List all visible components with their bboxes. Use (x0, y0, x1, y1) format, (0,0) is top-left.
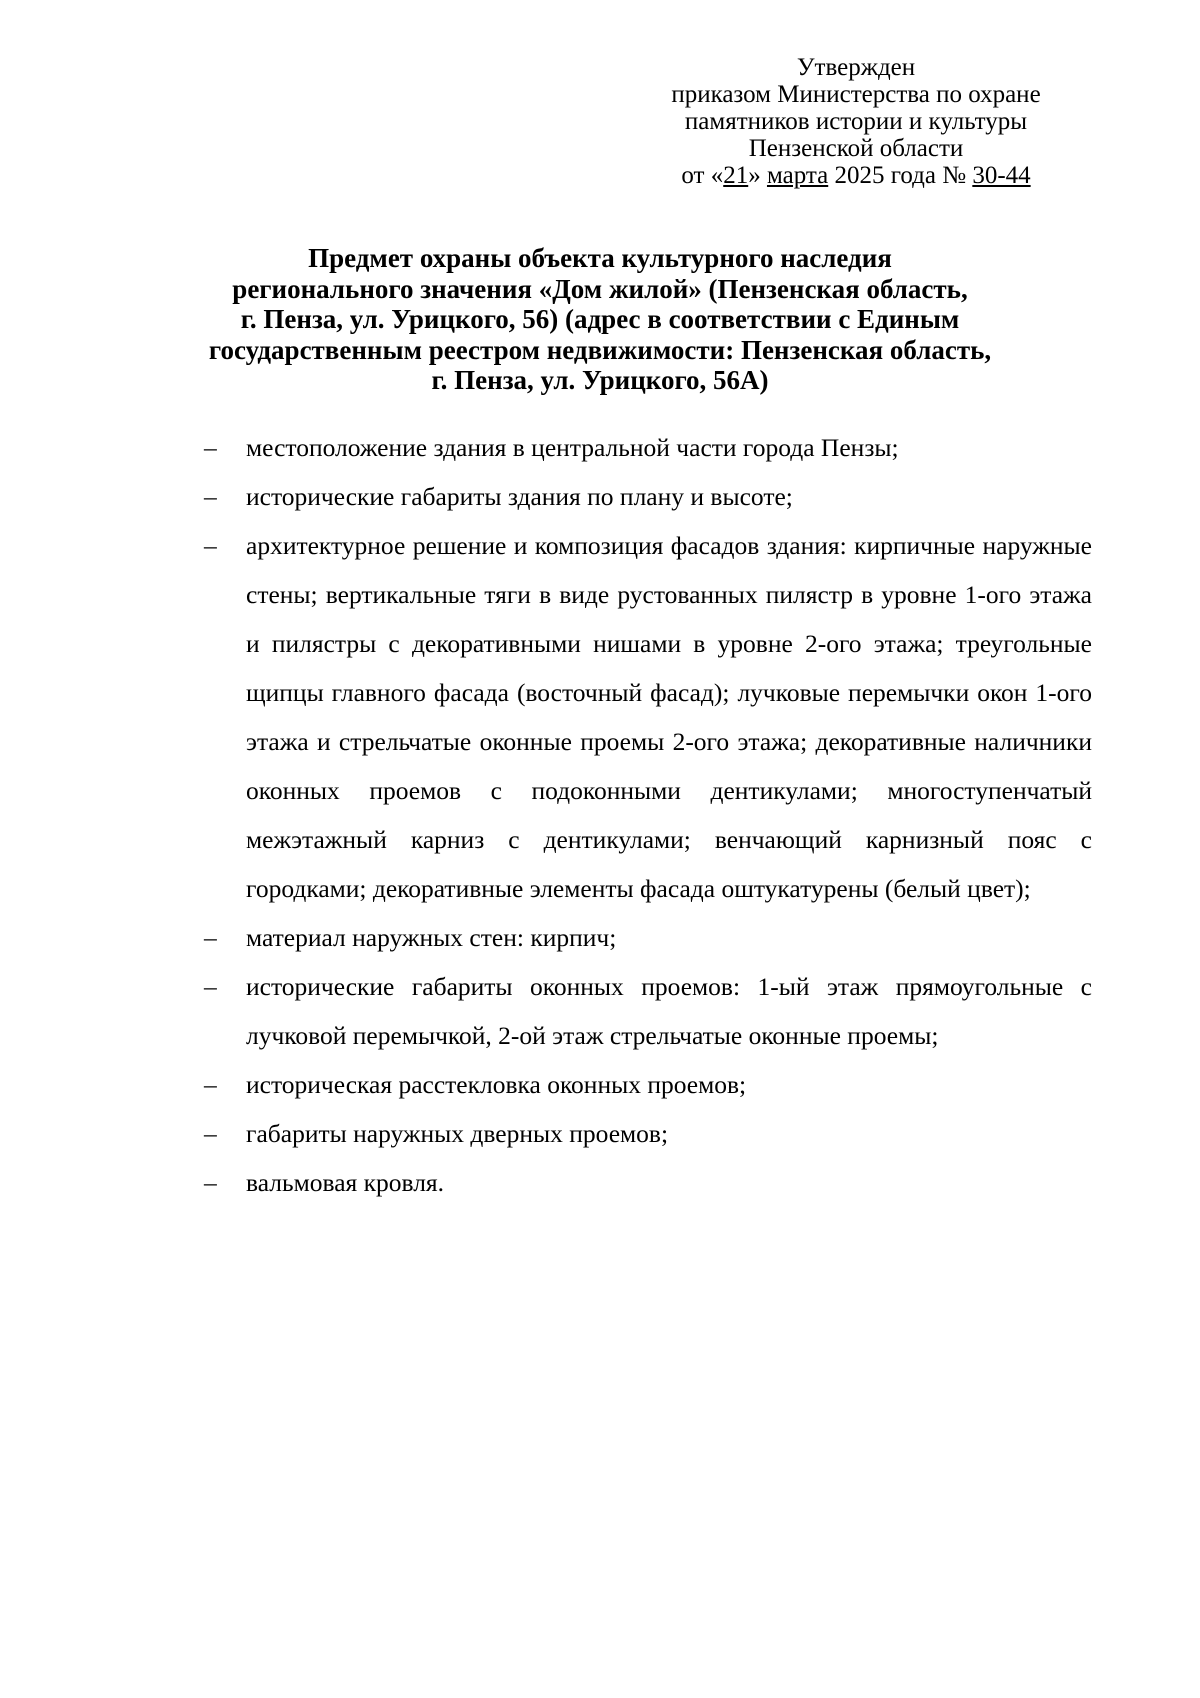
date-day: 21 (723, 162, 749, 189)
date-year: 2025 года № (828, 162, 973, 189)
date-separator: » (748, 162, 767, 189)
title-line: государственным реестром недвижимости: Пензенская область, (208, 334, 992, 365)
approval-date-line (616, 162, 1096, 189)
list-item-text: местоположение здания в центральной части города Пензы; (246, 433, 899, 462)
list-item (204, 962, 1092, 1060)
document-title (160, 243, 1040, 396)
list-item (204, 1060, 1092, 1109)
bullet-dash: – (204, 531, 217, 560)
bullet-dash: – (204, 1070, 217, 1099)
list-item (204, 1109, 1092, 1158)
bullet-dash: – (204, 972, 217, 1001)
bullet-dash: – (204, 433, 217, 462)
approval-line-region: Пензенской области (748, 135, 964, 162)
list-item (204, 423, 1092, 472)
title-line: регионального значения «Дом жилой» (Пензенская область, (232, 273, 968, 304)
list-item-text: вальмовая кровля. (246, 1168, 445, 1197)
bullet-dash: – (204, 1119, 217, 1148)
date-prefix: от « (681, 162, 724, 189)
list-item (204, 521, 1092, 913)
bullet-dash: – (204, 923, 217, 952)
list-item (204, 472, 1092, 521)
list-item (204, 913, 1092, 962)
list-item-text: габариты наружных дверных проемов; (246, 1119, 669, 1148)
title-line: г. Пенза, ул. Урицкого, 56) (адрес в соответствии с Единым (240, 304, 960, 334)
approval-stamp-block (616, 54, 1096, 189)
date-month: марта (766, 162, 829, 189)
list-item (204, 1158, 1092, 1207)
title-line: Предмет охраны объекта культурного наследия (308, 243, 892, 273)
list-item-text: материал наружных стен: кирпич; (246, 923, 617, 952)
order-number: 30-44 (972, 162, 1031, 189)
approval-line-order: приказом Министерства по охране (671, 81, 1041, 108)
list-item-text: архитектурное решение и композиция фасадов здания: кирпичные наружные стены; вертикальные тяги в виде рустованных пилястр в уровне 1-ого этажа и пилястры с декоративными нишами в уровне 2-ого этажа; треугольные щипцы главного фасада (восточный фасад); лучковые перемычки окон 1-ого этажа и стрельчатые оконные проемы 2-ого этажа; декоративные наличники оконных проемов с подоконными дентикулами; многоступенчатый межэтажный карниз с дентикулами; венчающий карнизный пояс с городками; декоративные элементы фасада оштукатурены (белый цвет); (246, 531, 1092, 903)
protection-items-list (204, 423, 1092, 1207)
approval-line-approved: Утвержден (796, 54, 916, 81)
list-item-text: исторические габариты оконных проемов: 1-ый этаж прямоугольные с лучковой перемычкой, 2-ой этаж стрельчатые оконные проемы; (246, 972, 1092, 1050)
bullet-dash: – (204, 482, 217, 511)
approval-line-ministry: памятников истории и культуры (684, 108, 1028, 135)
list-item-text: исторические габариты здания по плану и высоте; (246, 482, 793, 511)
list-item-text: историческая расстекловка оконных проемов; (246, 1070, 747, 1099)
bullet-dash: – (204, 1168, 217, 1197)
title-line: г. Пенза, ул. Урицкого, 56А) (431, 365, 769, 395)
